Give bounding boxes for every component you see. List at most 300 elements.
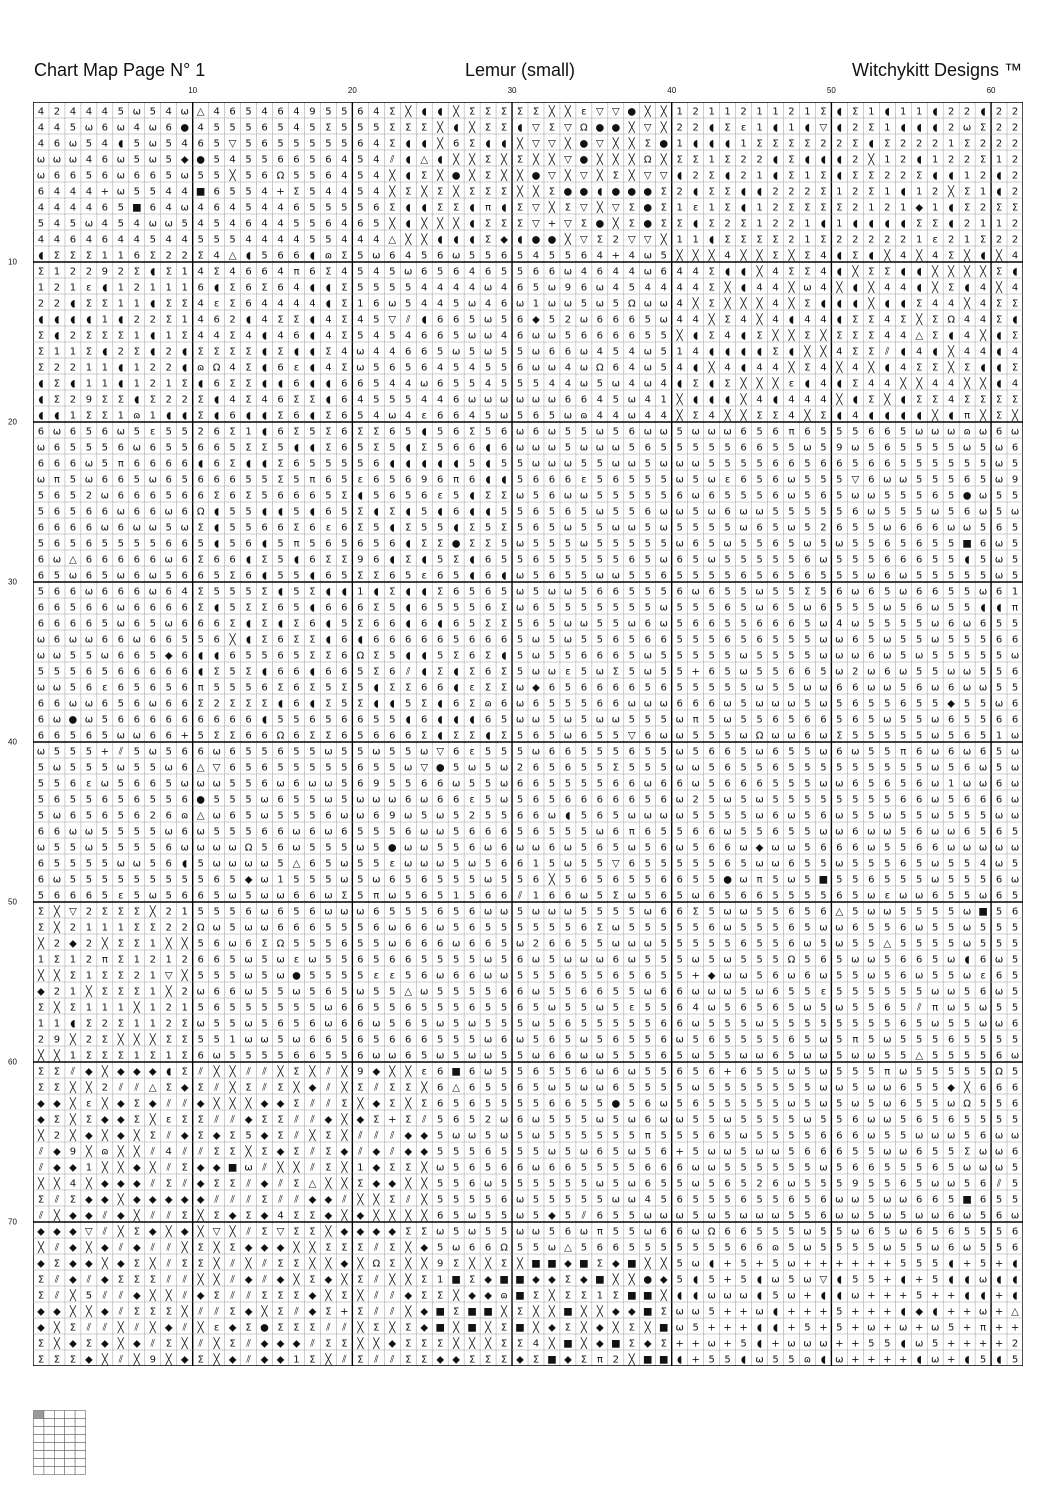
stitch-symbol: 6 xyxy=(532,426,540,438)
stitch-symbol: 5 xyxy=(612,1178,620,1190)
stitch-symbol: ⫽ xyxy=(374,1130,379,1142)
stitch-symbol: 4 xyxy=(740,314,747,326)
stitch-symbol: ω xyxy=(675,1306,684,1318)
stitch-symbol: 5 xyxy=(468,618,476,630)
stitch-symbol: ╳ xyxy=(101,938,108,950)
stitch-symbol: ◆ xyxy=(132,1338,141,1350)
stitch-symbol: ω xyxy=(803,682,812,694)
stitch-symbol: 5 xyxy=(804,1098,811,1110)
stitch-symbol: ω xyxy=(547,394,557,406)
stitch-symbol: Σ xyxy=(708,266,715,278)
stitch-symbol: 6 xyxy=(261,778,268,790)
stitch-symbol: Σ xyxy=(852,250,859,262)
stitch-symbol: 5 xyxy=(820,1114,827,1126)
stitch-symbol: ╳ xyxy=(53,1210,60,1222)
stitch-symbol: ╳ xyxy=(37,1178,44,1190)
stitch-symbol: ╳ xyxy=(69,1114,76,1126)
stitch-symbol: 2 xyxy=(165,346,172,358)
stitch-symbol: ╳ xyxy=(117,1226,124,1238)
stitch-symbol: 4 xyxy=(580,266,588,278)
stitch-symbol: + xyxy=(803,1258,812,1270)
stitch-symbol: Σ xyxy=(229,378,236,390)
stitch-symbol: 1 xyxy=(149,1018,156,1030)
stitch-symbol: ω xyxy=(723,906,732,918)
stitch-symbol: 5 xyxy=(564,1210,572,1222)
stitch-symbol: ω xyxy=(420,858,429,870)
stitch-symbol: 5 xyxy=(229,1050,236,1062)
stitch-symbol: Ω xyxy=(596,362,604,374)
stitch-symbol: 5 xyxy=(389,266,396,278)
stitch-symbol: 5 xyxy=(181,218,188,230)
stitch-symbol: 5 xyxy=(69,874,77,886)
stitch-symbol: ╳ xyxy=(117,1034,124,1046)
stitch-symbol: ω xyxy=(388,938,397,950)
stitch-symbol: 4 xyxy=(628,362,635,374)
stitch-symbol: ╳ xyxy=(932,266,939,278)
stitch-symbol: 6 xyxy=(389,538,396,550)
stitch-symbol: 6 xyxy=(149,682,156,694)
stitch-symbol: 1 xyxy=(117,1002,125,1014)
stitch-symbol: 6 xyxy=(564,890,572,902)
stitch-symbol: ◆ xyxy=(244,1274,253,1286)
stitch-symbol: 5 xyxy=(644,538,651,550)
stitch-symbol: ω xyxy=(595,1178,605,1190)
stitch-symbol: ω xyxy=(595,426,605,438)
stitch-symbol: ■ xyxy=(547,1258,557,1270)
stitch-symbol: 4 xyxy=(820,314,827,326)
stitch-symbol: Σ xyxy=(117,1018,124,1030)
stitch-symbol: 6 xyxy=(421,490,428,502)
stitch-symbol: ▽ xyxy=(659,170,668,182)
stitch-symbol: 6 xyxy=(692,538,699,550)
stitch-symbol: ɛ xyxy=(820,986,827,998)
stitch-symbol: 5 xyxy=(421,522,428,534)
stitch-symbol: 5 xyxy=(564,1146,572,1158)
stitch-symbol: 5 xyxy=(836,1066,843,1078)
stitch-symbol: ◖ xyxy=(182,362,188,374)
stitch-symbol: ◖ xyxy=(421,106,427,118)
stitch-symbol: 4 xyxy=(37,138,45,150)
stitch-symbol: 5 xyxy=(564,442,572,454)
stitch-symbol: 2 xyxy=(149,314,156,326)
stitch-symbol: Σ xyxy=(437,538,444,550)
stitch-symbol: 6 xyxy=(612,874,620,886)
stitch-symbol: ╳ xyxy=(548,1290,555,1302)
stitch-symbol: ◆ xyxy=(85,1210,93,1222)
stitch-symbol: 5 xyxy=(373,954,380,966)
stitch-symbol: 5 xyxy=(37,506,45,518)
stitch-symbol: Σ xyxy=(229,1242,236,1254)
stitch-symbol: ⫽ xyxy=(214,1306,219,1318)
stitch-symbol: Σ xyxy=(341,1098,348,1110)
stitch-symbol: ╳ xyxy=(948,346,955,358)
stitch-symbol: 5 xyxy=(309,1002,316,1014)
stitch-symbol: ╳ xyxy=(133,1002,140,1014)
stitch-symbol: 5 xyxy=(261,746,268,758)
stitch-symbol: 6 xyxy=(804,970,811,982)
stitch-symbol: 5 xyxy=(213,794,220,806)
stitch-symbol: 4 xyxy=(931,298,939,310)
stitch-symbol: 6 xyxy=(692,1098,699,1110)
stitch-symbol: ω xyxy=(515,714,525,726)
stitch-symbol: 5 xyxy=(1011,1034,1019,1046)
stitch-symbol: 6 xyxy=(500,986,508,998)
stitch-symbol: 6 xyxy=(373,554,380,566)
stitch-symbol: 5 xyxy=(484,1210,492,1222)
stitch-symbol: ω xyxy=(84,634,94,646)
stitch-symbol: ◖ xyxy=(373,682,379,694)
stitch-symbol: ◖ xyxy=(884,106,890,118)
stitch-symbol: 5 xyxy=(692,442,699,454)
stitch-symbol: Σ xyxy=(788,266,795,278)
stitch-symbol: ◆ xyxy=(324,1194,333,1206)
stitch-symbol: 6 xyxy=(852,698,859,710)
stitch-symbol: 5 xyxy=(644,474,651,486)
stitch-symbol: 5 xyxy=(756,554,763,566)
stitch-symbol: ω xyxy=(994,1130,1004,1142)
stitch-symbol: Σ xyxy=(357,698,364,710)
stitch-symbol: 2 xyxy=(852,234,859,246)
stitch-symbol: ◖ xyxy=(437,506,443,518)
stitch-symbol: 5 xyxy=(628,634,635,646)
stitch-symbol: ◖ xyxy=(868,138,874,150)
stitch-symbol: ω xyxy=(260,890,269,902)
stitch-symbol: ω xyxy=(116,570,126,582)
stitch-symbol: ◖ xyxy=(150,298,156,310)
stitch-symbol: ω xyxy=(148,122,157,134)
stitch-symbol: 1 xyxy=(149,410,156,422)
stitch-symbol: 5 xyxy=(963,810,971,822)
stitch-symbol: 6 xyxy=(325,154,332,166)
stitch-symbol: 6 xyxy=(644,1114,651,1126)
stitch-symbol: 2 xyxy=(1011,106,1019,118)
stitch-symbol: ◖ xyxy=(405,442,411,454)
row-tick-30: 30 xyxy=(8,577,17,587)
stitch-symbol: 1 xyxy=(53,1018,61,1030)
stitch-symbol: 5 xyxy=(436,954,444,966)
stitch-symbol: ω xyxy=(356,906,365,918)
stitch-symbol: ω xyxy=(116,506,126,518)
stitch-symbol: 6 xyxy=(484,890,492,902)
stitch-symbol: ◖ xyxy=(964,554,970,566)
stitch-symbol: 5 xyxy=(149,618,156,630)
stitch-symbol: 6 xyxy=(229,106,236,118)
stitch-symbol: 5 xyxy=(836,762,843,774)
stitch-symbol: Σ xyxy=(213,730,220,742)
stitch-symbol: 5 xyxy=(947,650,955,662)
stitch-symbol: ω xyxy=(244,954,253,966)
stitch-symbol: 4 xyxy=(69,186,77,198)
stitch-symbol: 6 xyxy=(341,826,348,838)
stitch-symbol: 5 xyxy=(548,1018,556,1030)
stitch-symbol: 6 xyxy=(532,602,540,614)
stitch-symbol: 5 xyxy=(772,1034,779,1046)
stitch-symbol: 5 xyxy=(772,938,779,950)
stitch-symbol: 5 xyxy=(405,698,412,710)
stitch-symbol: 5 xyxy=(644,570,651,582)
stitch-symbol: ◖ xyxy=(852,298,858,310)
stitch-symbol: ω xyxy=(467,762,477,774)
stitch-symbol: ω xyxy=(563,954,573,966)
stitch-symbol: ω xyxy=(691,1226,700,1238)
stitch-symbol: ◆ xyxy=(196,1194,205,1206)
stitch-symbol: Σ xyxy=(868,170,875,182)
stitch-symbol: 6 xyxy=(884,426,891,438)
stitch-symbol: ω xyxy=(946,522,956,534)
stitch-symbol: 5 xyxy=(979,1050,987,1062)
stitch-symbol: 6 xyxy=(101,474,109,486)
stitch-symbol: 5 xyxy=(931,1226,939,1238)
stitch-symbol: π xyxy=(964,410,971,422)
stitch-symbol: Σ xyxy=(724,186,731,198)
stitch-symbol: 6 xyxy=(1011,666,1019,678)
stitch-symbol: 4 xyxy=(165,1146,172,1158)
stitch-symbol: ╳ xyxy=(53,922,60,934)
stitch-symbol: 2 xyxy=(772,218,779,230)
stitch-symbol: 4 xyxy=(692,282,699,294)
stitch-symbol: 4 xyxy=(229,362,236,374)
stitch-symbol: 5 xyxy=(963,1018,971,1030)
stitch-symbol: ◖ xyxy=(980,250,986,262)
stitch-symbol: 6 xyxy=(884,666,891,678)
stitch-symbol: ɛ xyxy=(581,474,587,486)
stitch-symbol: 2 xyxy=(53,1130,61,1142)
stitch-symbol: ◖ xyxy=(708,1258,715,1270)
stitch-symbol: 5 xyxy=(117,538,125,550)
stitch-symbol: ╳ xyxy=(548,106,555,118)
stitch-symbol: 6 xyxy=(165,474,172,486)
stitch-symbol: ▽ xyxy=(228,138,237,150)
stitch-symbol: ω xyxy=(531,906,541,918)
stitch-symbol: ω xyxy=(196,842,205,854)
stitch-symbol: ╳ xyxy=(133,1210,140,1222)
stitch-symbol: 5 xyxy=(421,810,428,822)
stitch-symbol: Σ xyxy=(1011,394,1019,406)
stitch-symbol: 6 xyxy=(213,474,220,486)
stitch-symbol: ◖ xyxy=(54,410,60,422)
stitch-symbol: ω xyxy=(819,746,828,758)
stitch-symbol: 5 xyxy=(452,570,460,582)
stitch-symbol: 4 xyxy=(500,330,508,342)
stitch-symbol: ω xyxy=(691,490,700,502)
stitch-symbol: 5 xyxy=(900,1114,907,1126)
stitch-symbol: ╳ xyxy=(133,1130,140,1142)
stitch-symbol: 5 xyxy=(213,826,220,838)
stitch-symbol: Σ xyxy=(293,1258,300,1270)
stitch-symbol: 5 xyxy=(692,1210,699,1222)
stitch-symbol: 6 xyxy=(245,218,252,230)
stitch-symbol: 5 xyxy=(788,1082,795,1094)
stitch-symbol: 6 xyxy=(245,938,252,950)
stitch-symbol: 5 xyxy=(644,794,651,806)
stitch-symbol: 5 xyxy=(676,1130,683,1142)
stitch-symbol: Σ xyxy=(421,698,428,710)
stitch-symbol: ◖ xyxy=(389,698,395,710)
stitch-symbol: ╳ xyxy=(660,1258,667,1270)
stitch-symbol: 6 xyxy=(852,1130,859,1142)
stitch-symbol: ω xyxy=(930,778,940,790)
stitch-symbol: ╳ xyxy=(421,218,428,230)
stitch-symbol: 4 xyxy=(389,346,396,358)
stitch-symbol: 5 xyxy=(580,1178,588,1190)
stitch-symbol: 6 xyxy=(245,266,252,278)
stitch-symbol: 5 xyxy=(708,570,715,582)
stitch-symbol: Σ xyxy=(261,1290,268,1302)
stitch-symbol: ω xyxy=(324,890,333,902)
stitch-symbol: 1 xyxy=(916,234,923,246)
stitch-symbol: 5 xyxy=(436,1178,444,1190)
stitch-symbol: 5 xyxy=(931,666,939,678)
stitch-symbol: 6 xyxy=(947,1226,955,1238)
stitch-symbol: 5 xyxy=(772,874,779,886)
stitch-symbol: ◖ xyxy=(469,490,475,502)
stitch-symbol: 5 xyxy=(644,1082,651,1094)
stitch-symbol: ω xyxy=(851,442,860,454)
stitch-symbol: 5 xyxy=(468,314,476,326)
stitch-symbol: ω xyxy=(467,1210,477,1222)
stitch-symbol: 5 xyxy=(963,570,971,582)
stitch-symbol: 5 xyxy=(309,538,316,550)
stitch-symbol: Σ xyxy=(245,1210,252,1222)
stitch-symbol: ▽ xyxy=(548,138,556,150)
stitch-symbol: 5 xyxy=(1011,490,1019,502)
stitch-symbol: Σ xyxy=(580,218,588,230)
stitch-symbol: ◖ xyxy=(261,378,268,390)
stitch-symbol: 5 xyxy=(772,1354,779,1366)
stitch-symbol: 5 xyxy=(916,762,923,774)
stitch-symbol: 5 xyxy=(580,858,588,870)
stitch-symbol: 5 xyxy=(436,1114,444,1126)
stitch-symbol: ω xyxy=(1010,1210,1020,1222)
stitch-symbol: ω xyxy=(707,474,716,486)
stitch-symbol: ◖ xyxy=(836,314,843,326)
stitch-symbol: 5 xyxy=(676,858,683,870)
stitch-symbol: Σ xyxy=(421,442,428,454)
stitch-symbol: + xyxy=(883,1258,892,1270)
stitch-symbol: ╳ xyxy=(437,122,444,134)
stitch-symbol: ◆ xyxy=(69,1258,77,1270)
stitch-symbol: + xyxy=(723,1322,732,1334)
stitch-symbol: ω xyxy=(835,826,844,838)
stitch-symbol: 5 xyxy=(1011,954,1019,966)
stitch-symbol: ◖ xyxy=(405,714,411,726)
stitch-symbol: ╳ xyxy=(101,1066,108,1078)
stitch-symbol: 2 xyxy=(963,106,971,118)
stitch-symbol: ω xyxy=(930,1354,940,1366)
stitch-symbol: 6 xyxy=(756,1242,763,1254)
stitch-symbol: 5 xyxy=(804,506,811,518)
stitch-symbol: Σ xyxy=(245,698,252,710)
stitch-symbol: ω xyxy=(803,1114,812,1126)
stitch-symbol: 6 xyxy=(69,426,77,438)
stitch-symbol: 6 xyxy=(117,650,125,662)
stitch-symbol: 5 xyxy=(644,1002,651,1014)
stitch-symbol: 5 xyxy=(868,778,875,790)
stitch-symbol: 5 xyxy=(644,954,651,966)
stitch-symbol: ◆ xyxy=(228,1354,237,1366)
stitch-symbol: 6 xyxy=(1011,906,1019,918)
stitch-symbol: Σ xyxy=(149,1274,156,1286)
stitch-symbol: 4 xyxy=(756,394,763,406)
stitch-symbol: 4 xyxy=(436,282,444,294)
stitch-symbol: 4 xyxy=(133,234,140,246)
stitch-symbol: ▽ xyxy=(69,906,77,918)
stitch-symbol: ◖ xyxy=(245,410,252,422)
stitch-symbol: 6 xyxy=(37,570,45,582)
stitch-symbol: ◖ xyxy=(421,666,427,678)
stitch-symbol: Σ xyxy=(101,986,109,998)
stitch-symbol: 1 xyxy=(229,1034,236,1046)
stitch-symbol: ω xyxy=(803,282,812,294)
stitch-symbol: 4 xyxy=(612,410,620,422)
stitch-symbol: ω xyxy=(659,698,668,710)
stitch-symbol: 4 xyxy=(373,410,380,422)
stitch-symbol: ω xyxy=(867,1082,876,1094)
stitch-symbol: ◆ xyxy=(148,1066,157,1078)
stitch-symbol: 1 xyxy=(357,586,364,598)
stitch-symbol: 6 xyxy=(900,1018,907,1030)
stitch-symbol: 5 xyxy=(804,986,811,998)
stitch-symbol: Σ xyxy=(405,682,412,694)
stitch-symbol: 6 xyxy=(484,634,492,646)
stitch-symbol: 6 xyxy=(421,330,428,342)
stitch-symbol: ω xyxy=(563,858,573,870)
stitch-symbol: 5 xyxy=(931,970,939,982)
stitch-symbol: 5 xyxy=(197,970,204,982)
stitch-symbol: 4 xyxy=(772,266,779,278)
stitch-symbol: 5 xyxy=(564,538,572,550)
stitch-symbol: 5 xyxy=(708,442,715,454)
stitch-symbol: ╳ xyxy=(341,1114,348,1126)
stitch-symbol: π xyxy=(932,1002,939,1014)
stitch-symbol: 5 xyxy=(804,762,811,774)
stitch-symbol: ω xyxy=(356,986,365,998)
stitch-symbol: ⫽ xyxy=(150,1210,155,1222)
stitch-symbol: ω xyxy=(547,1002,557,1014)
stitch-symbol: 5 xyxy=(436,522,444,534)
stitch-symbol: ◖ xyxy=(772,154,779,166)
stitch-symbol: ◖ xyxy=(213,522,220,534)
stitch-symbol: ◖ xyxy=(373,586,379,598)
stitch-symbol: ◆ xyxy=(468,1290,476,1302)
stitch-symbol: ◖ xyxy=(150,266,156,278)
stitch-symbol: ◆ xyxy=(196,1162,205,1174)
stitch-symbol: 6 xyxy=(868,650,875,662)
stitch-symbol: Σ xyxy=(389,138,396,150)
stitch-symbol: 6 xyxy=(373,298,380,310)
stitch-symbol: Σ xyxy=(149,1130,156,1142)
stitch-symbol: 6 xyxy=(53,618,61,630)
stitch-symbol: ◆ xyxy=(180,1194,189,1206)
stitch-symbol: 6 xyxy=(197,442,204,454)
stitch-symbol: 2 xyxy=(1011,1338,1019,1350)
stitch-symbol: ╳ xyxy=(900,378,907,390)
stitch-symbol: Σ xyxy=(532,1290,540,1302)
stitch-symbol: 6 xyxy=(69,778,77,790)
stitch-symbol: 5 xyxy=(772,554,779,566)
stitch-symbol: 9 xyxy=(149,1354,156,1366)
stitch-symbol: 6 xyxy=(852,714,859,726)
stitch-symbol: 2 xyxy=(69,330,77,342)
stitch-symbol: 5 xyxy=(436,1002,444,1014)
stitch-symbol: 5 xyxy=(963,1130,971,1142)
stitch-symbol: 5 xyxy=(820,666,827,678)
stitch-symbol: 5 xyxy=(644,1066,651,1078)
stitch-symbol: 6 xyxy=(436,410,444,422)
stitch-symbol: 5 xyxy=(852,1002,859,1014)
stitch-symbol: 5 xyxy=(868,1210,875,1222)
stitch-symbol: 6 xyxy=(181,746,188,758)
